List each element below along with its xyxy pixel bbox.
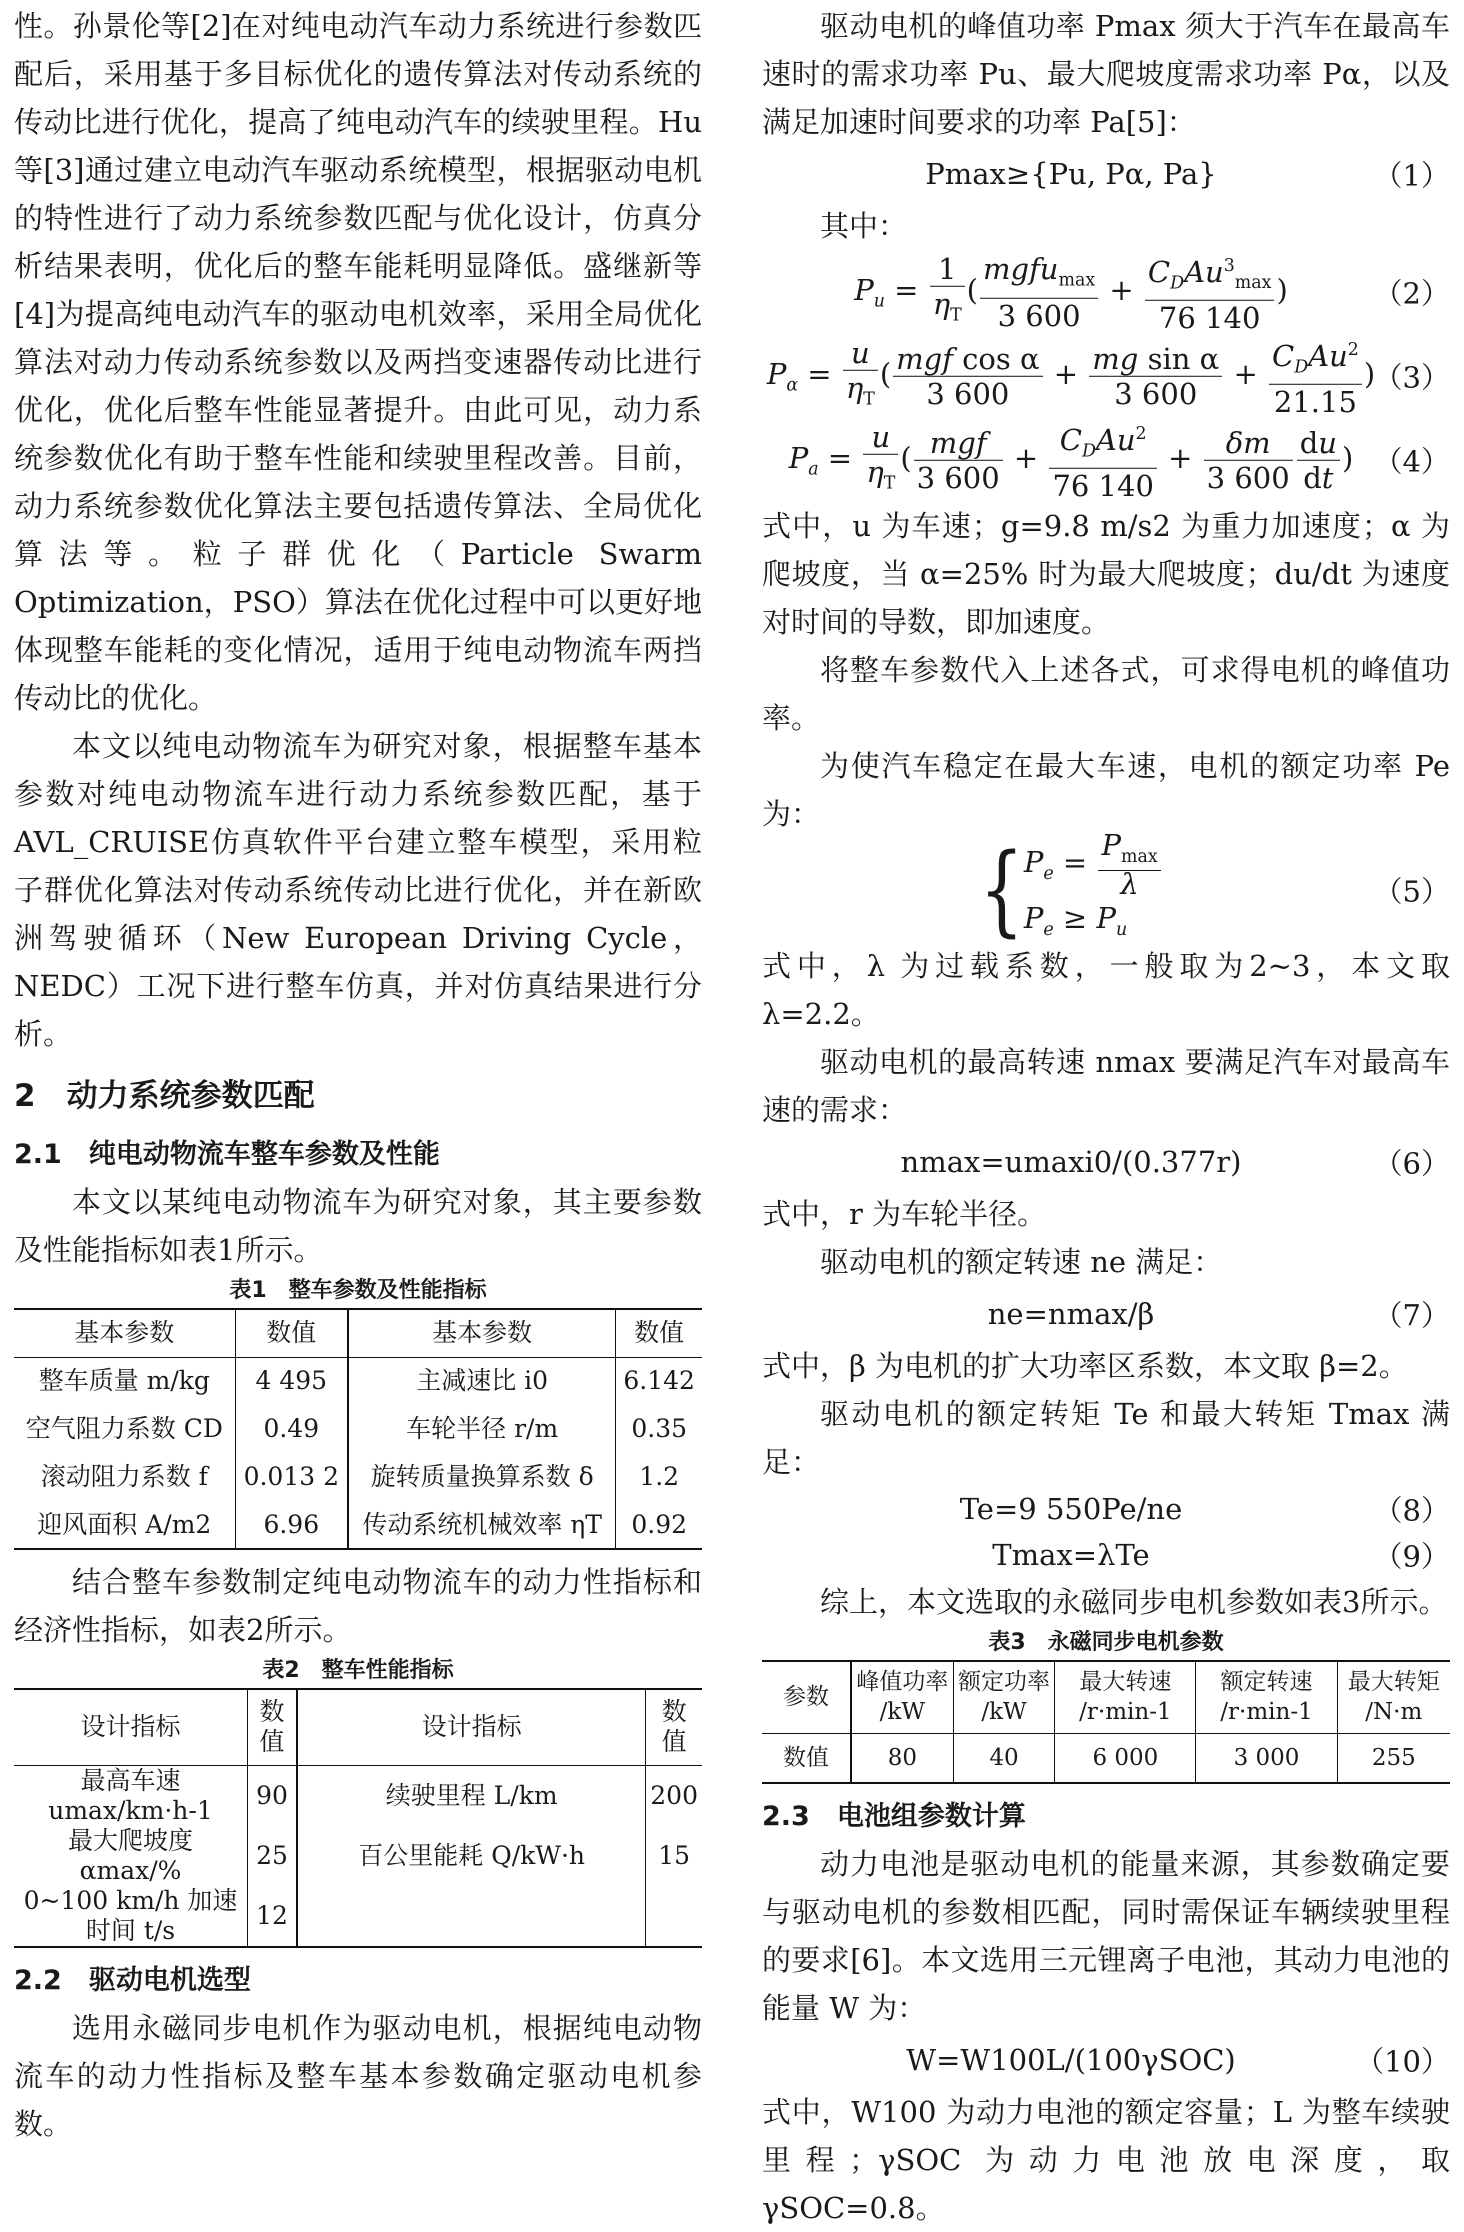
equation-1-body: Pmax≥{Pu, Pα, Pa} xyxy=(925,157,1217,191)
table1-cell: 0.92 xyxy=(616,1501,702,1549)
equation-1-number: （1） xyxy=(1373,158,1450,193)
equation-6-body: nmax=umaxi0/(0.377r) xyxy=(900,1145,1242,1179)
table2-cell: 15 xyxy=(658,1840,691,1870)
table1-cell: 传动系统机械效率 ηT xyxy=(348,1501,616,1549)
table2-caption: 表2 整车性能指标 xyxy=(262,1658,454,1683)
equation-2 xyxy=(762,250,1450,334)
table1-header: 基本参数 xyxy=(348,1309,616,1357)
equation-5 xyxy=(762,828,1450,948)
table3-cell: 40 xyxy=(953,1733,1055,1783)
table3 xyxy=(762,1660,1450,1784)
table2-header: 设计指标 xyxy=(297,1689,646,1765)
table3-header: 最大转速 /r·min-1 xyxy=(1055,1661,1196,1733)
table2-cell xyxy=(646,1886,702,1947)
equation-6 xyxy=(762,1134,1450,1190)
table1-cell: 空气阻力系数 CD xyxy=(14,1405,235,1453)
equation-10-number: （10） xyxy=(1355,2044,1450,2079)
equation-3-number: （3） xyxy=(1373,360,1450,395)
table1-cell: 0.49 xyxy=(235,1405,348,1453)
equation-5-number: （5） xyxy=(1373,874,1450,909)
table1-header: 数值 xyxy=(616,1309,702,1357)
equation-8-body: Te=9 550Pe/ne xyxy=(959,1492,1183,1526)
right-column xyxy=(762,0,1450,2225)
table1-cell: 0.35 xyxy=(631,1414,688,1443)
table2-cell: 0~100 km/h 加速时间 t/s xyxy=(14,1886,248,1947)
table1-cell: 旋转质量换算系数 δ xyxy=(348,1453,616,1501)
equation-7-body: ne=nmax/β xyxy=(987,1297,1155,1331)
table1-cell: 整车质量 m/kg xyxy=(14,1357,235,1405)
paragraph-rated-speed: 驱动电机的额定转速 ne 满足： xyxy=(820,1245,1223,1279)
table1 xyxy=(14,1308,702,1550)
table-row xyxy=(14,1453,702,1501)
paragraph-rated-power: 为使汽车稳定在最大车速，电机的额定功率 Pe 为： xyxy=(762,749,1450,831)
table3-header: 最大转矩 /N·m xyxy=(1337,1661,1450,1733)
equation-7-number: （7） xyxy=(1373,1298,1450,1333)
section-heading-2-3: 2.3 电池组参数计算 xyxy=(762,1801,1026,1832)
table2-header: 数值 xyxy=(646,1689,702,1765)
table-row xyxy=(14,1405,702,1453)
table3-header: 参数 xyxy=(762,1661,851,1733)
paragraph-table2-intro: 结合整车参数制定纯电动物流车的动力性指标和经济性指标，如表2所示。 xyxy=(14,1565,702,1647)
table3-cell: 3 000 xyxy=(1196,1733,1337,1783)
equation-10-body: W=W100L/(100γSOC) xyxy=(906,2043,1236,2077)
table2-cell: 12 xyxy=(248,1886,298,1947)
paragraph-table1-intro: 本文以某纯电动物流车为研究对象，其主要参数及性能指标如表1所示。 xyxy=(14,1185,702,1267)
table1-cell: 1.2 xyxy=(639,1462,680,1491)
table1-cell: 主减速比 i0 xyxy=(348,1357,616,1405)
equation-7 xyxy=(762,1286,1450,1342)
table1-cell: 0.013 2 xyxy=(235,1453,348,1501)
table1-header: 数值 xyxy=(235,1309,348,1357)
paragraph-max-speed: 驱动电机的最高转速 nmax 要满足汽车对最高车速的需求： xyxy=(762,1045,1450,1127)
paragraph-overload: 式中，λ 为过载系数，一般取为2~3，本文取 λ=2.2。 xyxy=(762,949,1450,1031)
table2-header: 数值 xyxy=(248,1689,298,1765)
table2-header: 设计指标 xyxy=(14,1689,248,1765)
table2-cell: 最大爬坡度 αmax/% xyxy=(14,1826,248,1886)
equation-9-body: Tmax=λTe xyxy=(992,1538,1150,1572)
table2-cell: 200 xyxy=(650,1780,698,1810)
equation-8-number: （8） xyxy=(1373,1493,1450,1528)
equation-4-body: $P_a$ = $\frac{u}{\eta_T}$ ( $\frac{\text{mgf}}{3 600}$ + $\frac{C_DAu^2}{76 140}$ + $\frac{\delta m}{3 600}$ $\frac{du}{dt}$ ) xyxy=(762,417,1380,503)
table1-cell: 滚动阻力系数 f xyxy=(14,1453,235,1501)
table1-cell: 6.142 xyxy=(623,1366,695,1396)
paragraph-symbols-1: 式中，u 为车速；g=9.8 m/s2 为重力加速度；α 为爬坡度，当 α=25% 时为最大爬坡度；du/dt 为速度对时间的导数，即加速度。 xyxy=(762,509,1450,639)
table1-cell: 6.96 xyxy=(235,1501,348,1549)
table1-cell: 车轮半径 r/m xyxy=(348,1405,616,1453)
table-row xyxy=(14,1886,702,1947)
equation-8 xyxy=(762,1486,1450,1532)
equation-9-number: （9） xyxy=(1373,1539,1450,1574)
paragraph-motor-selection: 选用永磁同步电机作为驱动电机，根据纯电动物流车的动力性指标及整车基本参数确定驱动电机参数。 xyxy=(14,2010,702,2141)
table3-cell: 80 xyxy=(851,1733,953,1783)
equation-1 xyxy=(762,146,1450,202)
table1-cell: 迎风面积 A/m2 xyxy=(14,1501,235,1549)
left-column xyxy=(14,0,702,2141)
table3-cell: 数值 xyxy=(762,1733,851,1783)
paragraph-beta: 式中，β 为电机的扩大功率区系数，本文取 β=2。 xyxy=(762,1349,1408,1383)
table-row xyxy=(14,1765,702,1826)
table3-caption: 表3 永磁同步电机参数 xyxy=(988,1630,1224,1655)
table-row xyxy=(14,1501,702,1549)
equation-3-body: $P_\alpha$ = $\frac{u}{\eta_T}$ ( $\frac{\text{mgf cos α}}{3 600}$ + $\frac{\text{mg sin α}}{3 600}$ + $\frac{C_DAu^2}{21.15}$ ) xyxy=(762,333,1380,419)
table1-cell: 4 495 xyxy=(235,1357,348,1405)
equation-5-body: { $P_e$ = $\frac{P_{max}}{\lambda}$ $P_e \ge P_u$ xyxy=(762,832,1380,948)
equation-10 xyxy=(762,2032,1450,2088)
table2-cell: 90 xyxy=(248,1765,298,1826)
section-heading-2-1: 2.1 纯电动物流车整车参数及性能 xyxy=(14,1139,440,1170)
paragraph-torque: 驱动电机的额定转矩 Te 和最大转矩 Tmax 满足： xyxy=(762,1397,1450,1479)
table3-cell: 6 000 xyxy=(1055,1733,1196,1783)
table3-header: 峰值功率 /kW xyxy=(851,1661,953,1733)
table2-cell: 百公里能耗 Q/kW·h xyxy=(297,1826,646,1886)
table3-header: 额定功率 /kW xyxy=(953,1661,1055,1733)
table3-cell: 255 xyxy=(1337,1733,1450,1783)
paragraph-peak-power: 驱动电机的峰值功率 Pmax 须大于汽车在最高车速时的需求功率 Pu、最大爬坡度需求功率 Pα，以及满足加速时间要求的功率 Pa[5]： xyxy=(762,9,1450,139)
qizhong-label: 其中： xyxy=(820,209,908,243)
table-row xyxy=(762,1733,1450,1783)
equation-4 xyxy=(762,418,1450,502)
paragraph-peak-result: 将整车参数代入上述各式，可求得电机的峰值功率。 xyxy=(762,653,1450,735)
paragraph-study-scope: 本文以纯电动物流车为研究对象，根据整车基本参数对纯电动物流车进行动力系统参数匹配，基于AVL_CRUISE仿真软件平台建立整车模型，采用粒子群优化算法对传动系统传动比进行优化，并在新欧洲驾驶循环（New European Driving Cycle，NEDC）工况下进行整车仿真，并对仿真结果进行分析。 xyxy=(14,729,702,1051)
equation-9 xyxy=(762,1532,1450,1578)
table-row xyxy=(14,1826,702,1886)
table2-cell xyxy=(297,1886,646,1947)
equation-4-number: （4） xyxy=(1373,444,1450,479)
equation-2-body: $P_u$ = $\frac{1}{\eta_T}$ ( $\frac{mgfu_{max}}{3 600}$ + $\frac{C_DAu^3_{max}}{76 140}$ ) xyxy=(762,249,1380,335)
table1-caption: 表1 整车参数及性能指标 xyxy=(229,1278,487,1303)
section-heading-2-2: 2.2 驱动电机选型 xyxy=(14,1964,251,1996)
equation-2-number: （2） xyxy=(1373,276,1450,311)
table2-cell: 25 xyxy=(248,1826,298,1886)
paragraph-table3-intro: 综上，本文选取的永磁同步电机参数如表3所示。 xyxy=(820,1585,1448,1619)
table3-header: 额定转速 /r·min-1 xyxy=(1196,1661,1337,1733)
paragraph-wheel-radius: 式中，r 为车轮半径。 xyxy=(762,1197,1047,1231)
table1-header: 基本参数 xyxy=(14,1309,235,1357)
paragraph-battery: 动力电池是驱动电机的能量来源，其参数确定要与驱动电机的参数相匹配，同时需保证车辆续驶里程的要求[6]。本文选用三元锂离子电池，其动力电池的能量 W 为： xyxy=(762,1847,1450,2025)
paragraph-intro-cont: 性。孙景伦等[2]在对纯电动汽车动力系统进行参数匹配后，采用基于多目标优化的遗传算法对传动系统的传动比进行优化，提高了纯电动汽车的续驶里程。Hu 等[3]通过建立电动汽车驱动系统模型，根据驱动电机的特性进行了动力系统参数匹配与优化设计，仿真分析结果表明，优化后的整车能耗明显降低。盛继新等[4]为提高纯电动汽车的驱动电机效率，采用全局优化算法对动力传动系统参数以及两挡变速器传动比进行优化，优化后整车性能显著提升。由此可见，动力系统参数优化有助于整车性能和续驶里程改善。目前，动力系统参数优化算法主要包括遗传算法、全局优化算法等。粒子群优化（Particle Swarm Optimization，PSO）算法在优化过程中可以更好地体现整车能耗的变化情况，适用于纯电动物流车两挡传动比的优化。 xyxy=(14,9,702,715)
equation-6-number: （6） xyxy=(1373,1146,1450,1181)
table-row xyxy=(14,1357,702,1405)
table2 xyxy=(14,1688,702,1948)
equation-3 xyxy=(762,334,1450,418)
table2-cell: 续驶里程 L/km xyxy=(297,1765,646,1826)
section-heading-2: 2 动力系统参数匹配 xyxy=(14,1078,315,1114)
paragraph-symbols-battery: 式中，W100 为动力电池的额定容量；L 为整车续驶里程；γSOC 为动力电池放电深度，取 γSOC=0.8。 xyxy=(762,2095,1450,2225)
table2-cell: 最高车速 umax/km·h-1 xyxy=(14,1765,248,1826)
